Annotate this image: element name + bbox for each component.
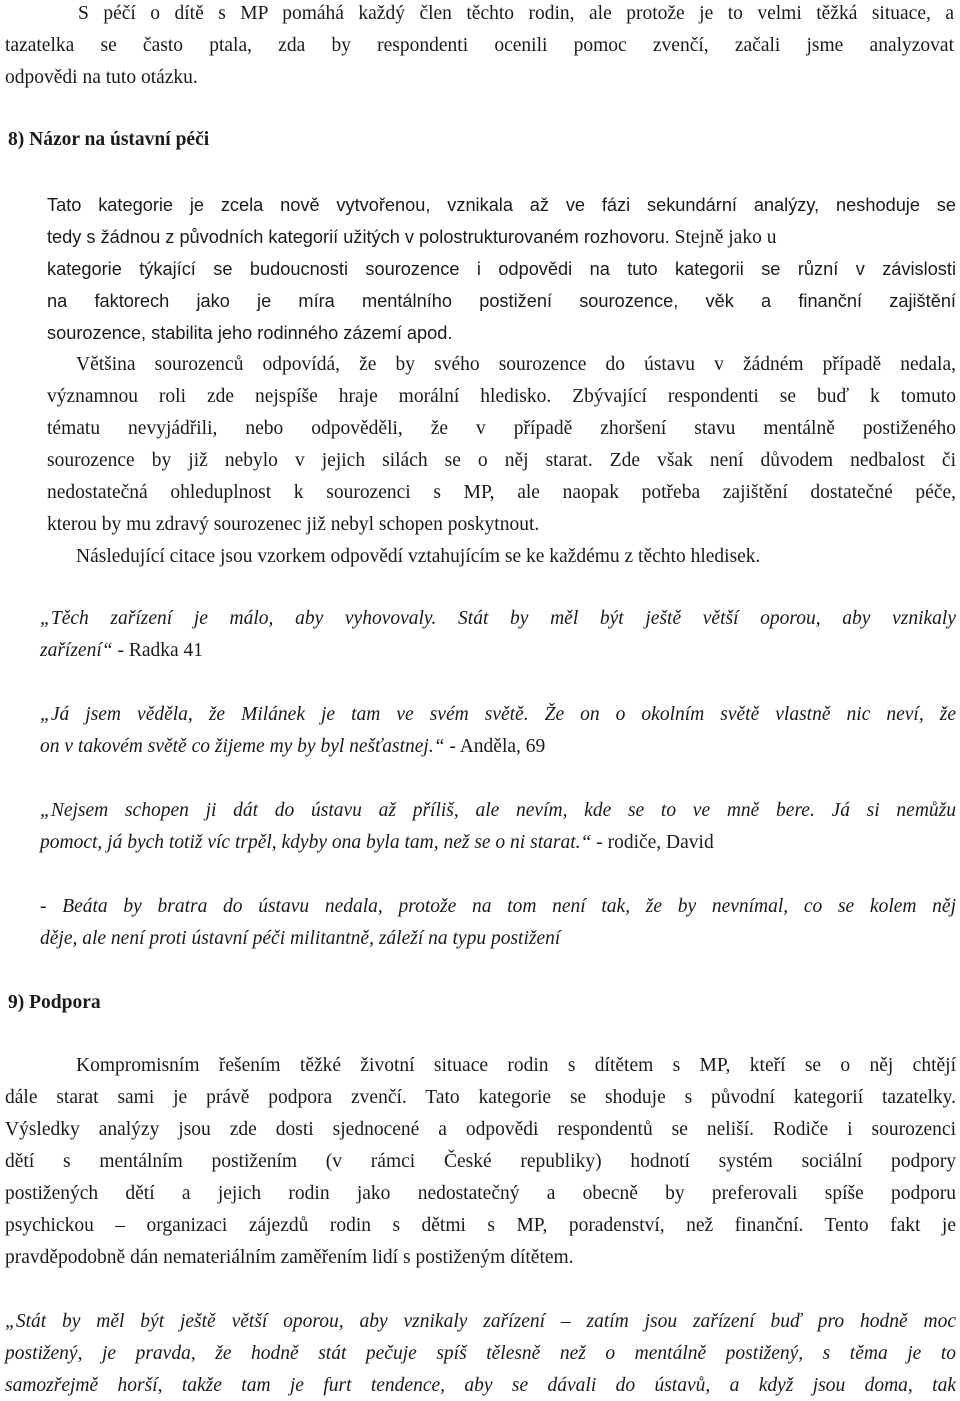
quote-line bbox=[40, 831, 714, 855]
paragraph-line: sourozence, stabilita jeho rodinného zázemí apod. bbox=[47, 323, 453, 343]
section-9-heading: 9) Podpora bbox=[8, 992, 101, 1013]
quote-line: „Těch zařízení je málo, aby vyhovovaly. Stát by měl být ještě větší oporou, aby vznikaly bbox=[40, 608, 956, 629]
quote-attribution: - Radka 41 bbox=[112, 640, 204, 661]
paragraph-line bbox=[47, 225, 956, 250]
intro-line: S péčí o dítě s MP pomáhá každý člen těchto rodin, ale protože je to velmi těžká situace, a bbox=[78, 3, 954, 24]
paragraph-line: Výsledky analýzy jsou zde dosti sjednocené a odpovědi respondentů se neliší. Rodiče i sourozenci bbox=[5, 1119, 956, 1140]
quote-text: pomoct, já bych totiž víc trpěl, kdyby ona byla tam, než se o ni starat.“ bbox=[40, 832, 592, 853]
paragraph-line: Kompromisním řešením těžké životní situace rodin s dítětem s MP, kteří se o něj chtějí bbox=[76, 1055, 956, 1076]
quote-line: samozřejmě horší, takže tam je furt tendence, aby se dávali do ústavů, a když jsou doma, tak bbox=[5, 1375, 956, 1396]
paragraph-line: Většina sourozenců odpovídá, že by svého sourozence do ústavu v žádném případě nedala, bbox=[76, 354, 956, 375]
paragraph-line: tématu nevyjádřili, nebo odpověděli, že v případě zhoršení stavu mentálně postiženého bbox=[47, 418, 956, 439]
paragraph-line: dále starat sami je právě podpora zvenčí. Tato kategorie se shoduje s původní kategorií tazatelky. bbox=[5, 1087, 956, 1108]
quote-line: „Já jsem věděla, že Milánek je tam ve svém světě. Že on o okolním světě vlastně nic neví, že bbox=[40, 704, 956, 725]
paragraph-fragment: Stejně jako u bbox=[669, 227, 777, 248]
paragraph-line: významnou roli zde nejspíše hraje morální hledisko. Zbývající respondenti se buď k tomuto bbox=[47, 386, 956, 407]
paragraph-line: pravděpodobně dán nemateriálním zaměřením lidí s postiženým dítětem. bbox=[5, 1247, 574, 1268]
paragraph-line: psychickou – organizaci zájezdů rodin s dětmi s MP, poradenství, než finanční. Tento fakt je bbox=[5, 1215, 956, 1236]
quote-line: „Stát by měl být ještě větší oporou, aby vznikaly zařízení – zatím jsou zařízení buď pro hodně moc bbox=[5, 1311, 956, 1332]
paragraph-line: Tato kategorie je zcela nově vytvořenou, vznikala až ve fázi sekundární analýzy, neshoduje se bbox=[47, 195, 956, 215]
paragraph-line: na faktorech jako je míra mentálního postižení sourozence, věk a finanční zajištění bbox=[47, 291, 956, 311]
paragraph-line: postižených dětí a jejich rodin jako nedostatečný a obecně by preferovali spíše podporu bbox=[5, 1183, 956, 1204]
quote-line: „Nejsem schopen ji dát do ústavu až příliš, ale nevím, kde se to ve mně bere. Já si nemůžu bbox=[40, 800, 956, 821]
quote-line: postižený, je pravda, že hodně stát pečuje spíš tělesně než o mentálně postižený, s těma je to bbox=[5, 1343, 956, 1364]
paragraph-line: kategorie týkající se budoucnosti sourozence i odpovědi na tuto kategorii se různí v závislosti bbox=[47, 259, 956, 279]
paragraph-line: kterou by mu zdravý sourozenec již nebyl schopen poskytnout. bbox=[47, 514, 540, 535]
quote-line bbox=[40, 735, 545, 759]
paragraph-line: nedostatečná ohleduplnost k sourozenci s MP, ale naopak potřeba zajištění dostatečné péče, bbox=[47, 482, 956, 503]
intro-line: odpovědi na tuto otázku. bbox=[5, 67, 198, 88]
paragraph-fragment: tedy s žádnou z původních kategorií užitých v polostrukturovaném rozhovoru. bbox=[47, 227, 670, 247]
section-8-paragraph-3: Následující citace jsou vzorkem odpovědí vztahujícím se ke každému z těchto hledisek. bbox=[76, 546, 761, 567]
paragraph-line: sourozence by již nebylo v jejich silách se o něj starat. Zde však není důvodem nedbalost či bbox=[47, 450, 956, 471]
quote-text: zařízení“ bbox=[40, 640, 113, 661]
section-8-heading: 8) Názor na ústavní péči bbox=[8, 129, 210, 150]
intro-line: tazatelka se často ptala, zda by respondenti ocenili pomoc zvenčí, začali jsme analyzovat bbox=[5, 35, 954, 56]
quote-line: děje, ale není proti ústavní péči militantně, záleží na typu postižení bbox=[40, 928, 561, 949]
quote-attribution: - rodiče, David bbox=[591, 832, 714, 853]
quote-attribution: - Anděla, 69 bbox=[444, 736, 546, 757]
paragraph-line: dětí s mentálním postižením (v rámci České republiky) hodnotí systém sociální podpory bbox=[5, 1151, 956, 1172]
quote-line bbox=[40, 639, 203, 663]
quote-text: on v takovém světě co žijeme my by byl nešťastnej.“ bbox=[40, 736, 445, 757]
quote-line: - Beáta by bratra do ústavu nedala, protože na tom není tak, že by nevnímal, co se kolem něj bbox=[40, 896, 956, 917]
